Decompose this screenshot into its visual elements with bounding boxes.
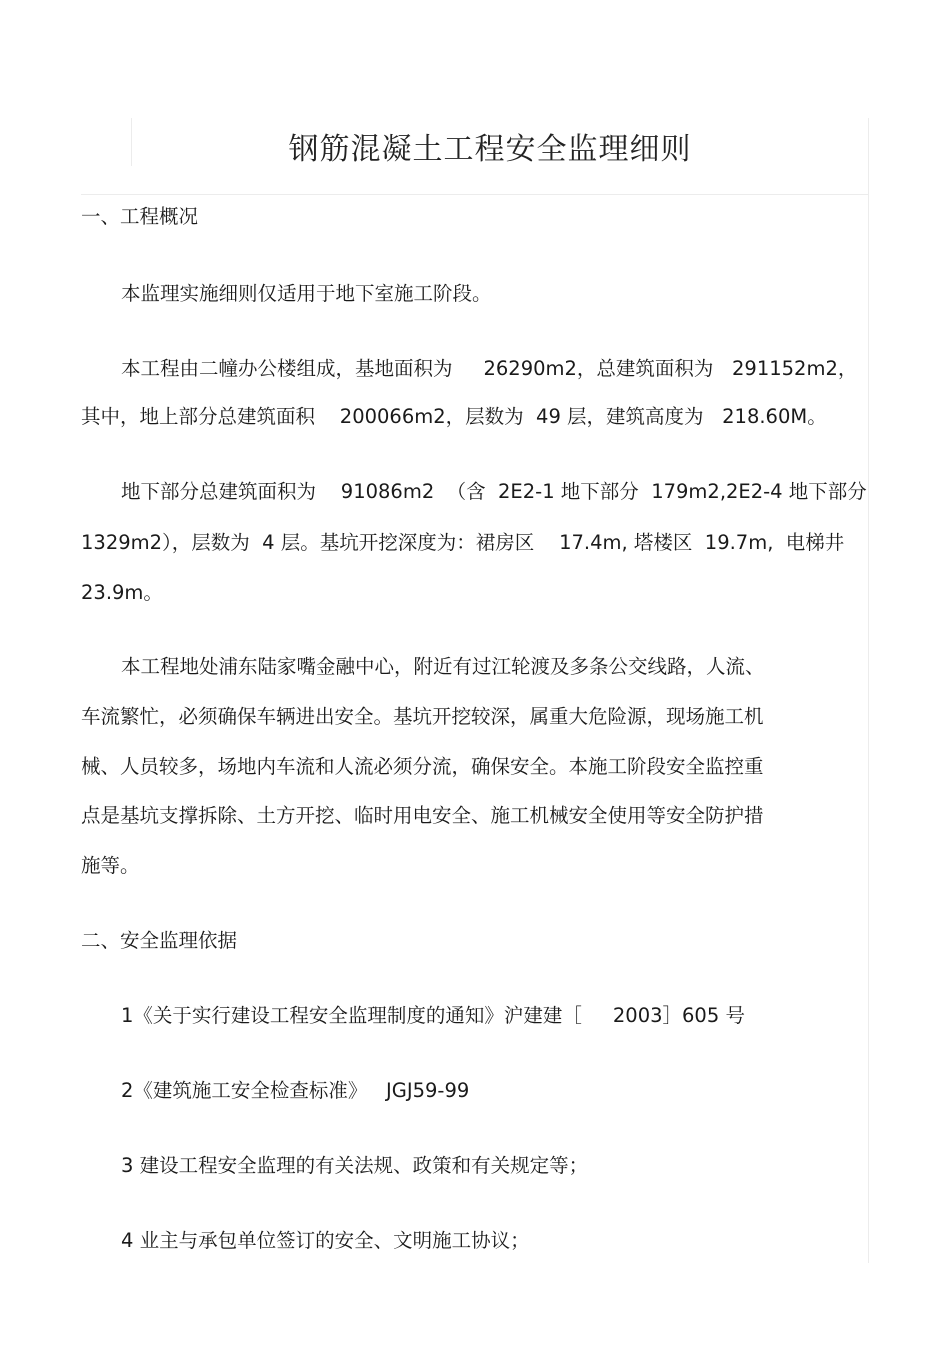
basis-item-2: 2《建筑施工安全检查标准》 JGJ59-99 <box>121 1079 470 1102</box>
basis-item-4: 4 业主与承包单位签订的安全、文明施工协议； <box>121 1229 530 1252</box>
frame-line-left-top <box>131 118 132 166</box>
paragraph-location-line-2: 车流繁忙，必须确保车辆进出安全。基坑开挖较深，属重大危险源，现场施工机 <box>81 705 764 728</box>
paragraph-location-line-5: 施等。 <box>81 854 140 877</box>
section-heading-basis: 二、安全监理依据 <box>81 929 238 952</box>
basis-item-3: 3 建设工程安全监理的有关法规、政策和有关规定等； <box>121 1154 589 1177</box>
paragraph-basement-line-1: 地下部分总建筑面积为 91086m2 （含 2E2-1 地下部分 179m2,2E2-4 地下部分 <box>121 480 867 503</box>
paragraph-basement-line-3: 23.9m。 <box>81 581 163 604</box>
paragraph-location-line-3: 械、人员较多，场地内车流和人流必须分流，确保安全。本施工阶段安全监控重 <box>81 755 764 778</box>
section-heading-overview: 一、工程概况 <box>81 205 199 228</box>
paragraph-location-line-4: 点是基坑支撑拆除、土方开挖、临时用电安全、施工机械安全使用等安全防护措 <box>81 804 764 827</box>
document-title: 钢筋混凝土工程安全监理细则 <box>288 132 692 167</box>
paragraph-basement-line-2: 1329m2），层数为 4 层。基坑开挖深度为：裙房区 17.4m, 塔楼区 19.7m, 电梯井 <box>81 531 845 554</box>
paragraph-area-line-2: 其中，地上部分总建筑面积 200066m2，层数为 49 层，建筑高度为 218.60M。 <box>81 405 827 428</box>
paragraph-scope: 本监理实施细则仅适用于地下室施工阶段。 <box>121 282 492 305</box>
paragraph-area-line-1: 本工程由二幢办公楼组成，基地面积为 26290m2，总建筑面积为 291152m2， <box>121 357 858 380</box>
frame-line-right <box>868 118 869 1263</box>
frame-line-horizontal <box>81 194 869 195</box>
paragraph-location-line-1: 本工程地处浦东陆家嘴金融中心，附近有过江轮渡及多条公交线路，人流、 <box>121 655 765 678</box>
basis-item-1: 1《关于实行建设工程安全监理制度的通知》沪建建［ 2003］605 号 <box>121 1004 745 1027</box>
